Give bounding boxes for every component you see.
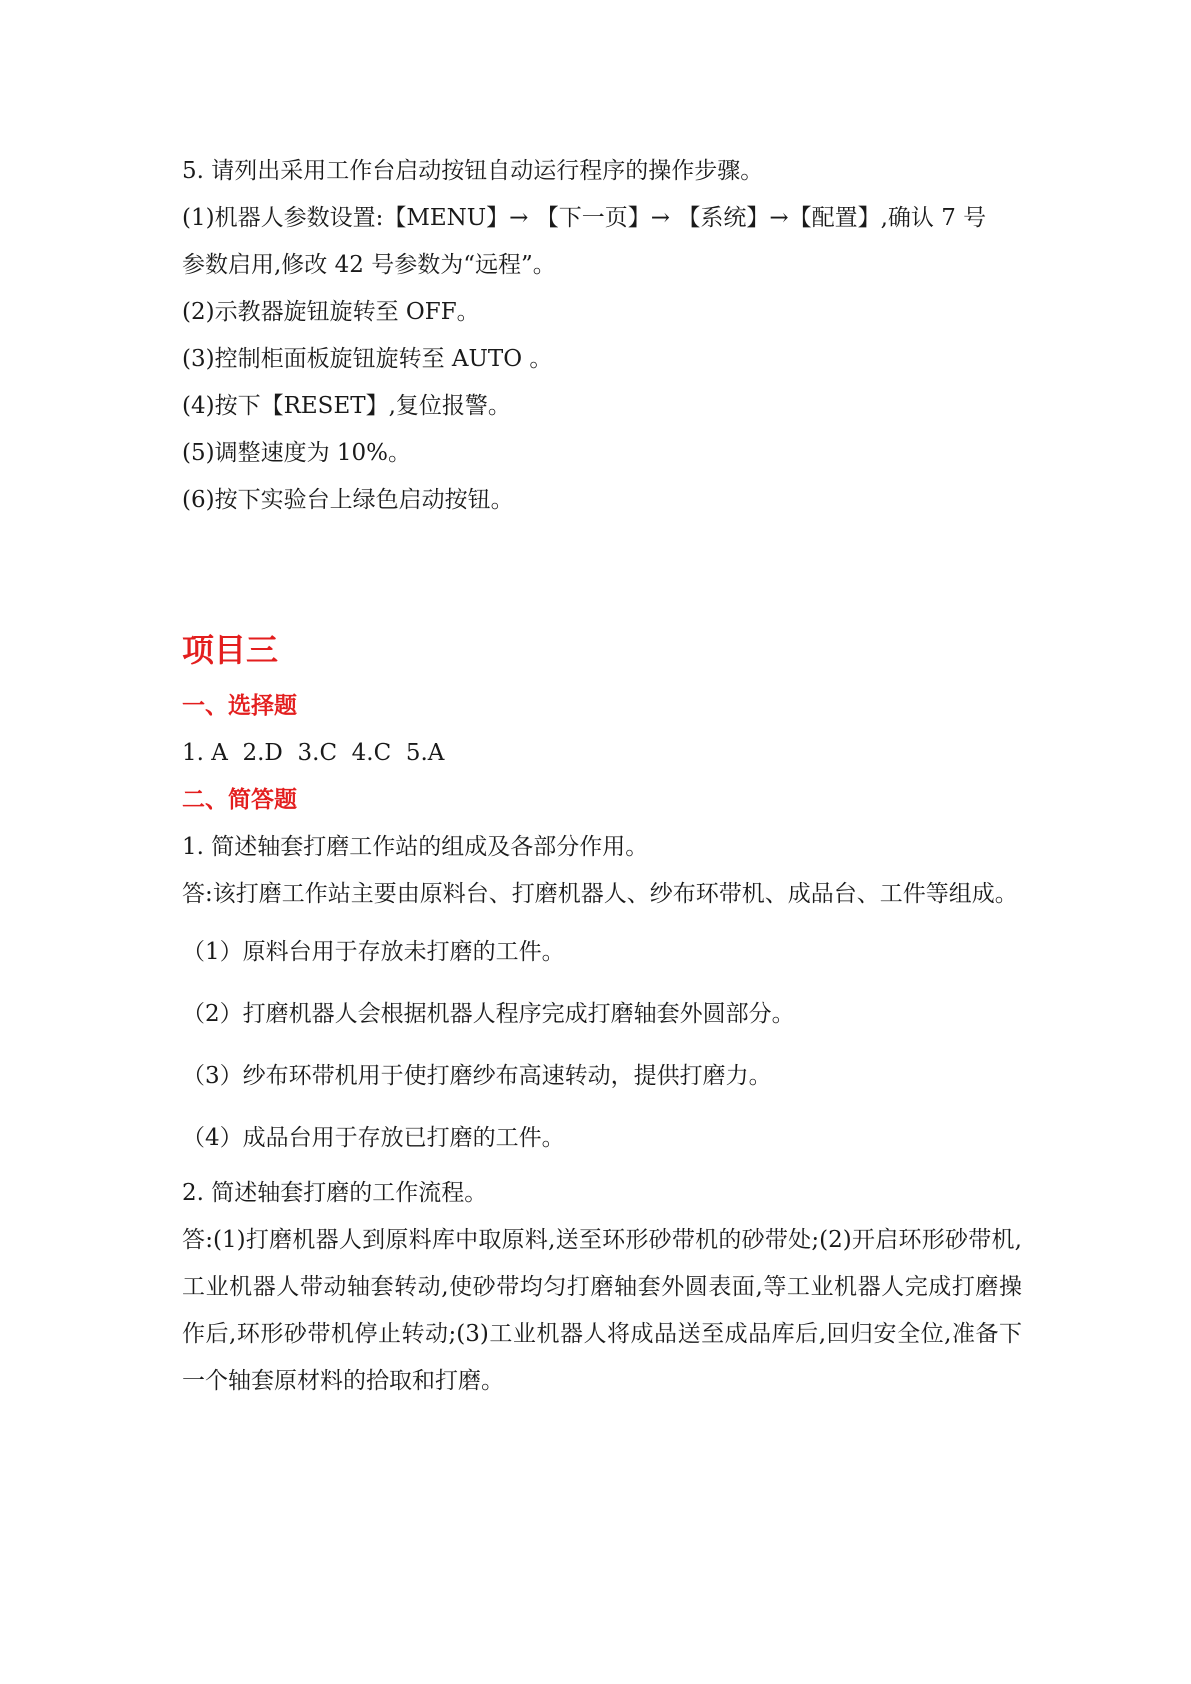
question-5-title: 5. 请列出采用工作台启动按钮自动运行程序的操作步骤。 [182,158,764,184]
short-question-1-item-3: （3）纱布环带机用于使打磨纱布高速转动，提供打磨力。 [182,1063,772,1089]
short-question-1-item-2: （2）打磨机器人会根据机器人程序完成打磨轴套外圆部分。 [182,1001,795,1027]
question-5-step-1-line-1: (1)机器人参数设置:【MENU】→ 【下一页】→ 【系统】→【配置】,确认 7 号 [182,205,987,231]
short-question-1-answer: 答:该打磨工作站主要由原料台、打磨机器人、纱布环带机、成品台、工件等组成。 [182,881,1018,907]
question-5-step-4: (4)按下【RESET】,复位报警。 [182,393,511,419]
question-5-step-5: (5)调整速度为 10%。 [182,440,412,466]
short-question-2-answer: 答:(1)打磨机器人到原料库中取原料,送至环形砂带机的砂带处;(2)开启环形砂带机,工业机器人带动轴套转动,使砂带均匀打磨轴套外圆表面,等工业机器人完成打磨操作后,环形砂带机停止转动;(3)工业机器人将成品送至成品库后,回归安全位,准备下一个轴套原材料的拾取和打磨。 [182,1227,1022,1394]
project-three-content [182,683,1022,1405]
short-question-1-title: 1. 简述轴套打磨工作站的组成及各部分作用。 [182,834,649,860]
choice-questions-heading: 一、选择题 [182,693,297,719]
short-question-1-item-1: （1）原料台用于存放未打磨的工件。 [182,939,565,965]
question-5-block [182,148,1022,524]
project-three-title: 项目三 [182,631,279,669]
question-5-step-3: (3)控制柜面板旋钮旋转至 AUTO 。 [182,346,553,372]
question-5-step-6: (6)按下实验台上绿色启动按钮。 [182,487,514,513]
short-answer-heading: 二、简答题 [182,787,297,813]
question-5-step-2: (2)示教器旋钮旋转至 OFF。 [182,299,480,325]
choice-answers: 1. A 2.D 3.C 4.C 5.A [182,740,445,766]
short-question-1-item-4: （4）成品台用于存放已打磨的工件。 [182,1125,565,1151]
short-question-2-title: 2. 简述轴套打磨的工作流程。 [182,1180,488,1206]
question-5-step-1-line-2: 参数启用,修改 42 号参数为“远程”。 [182,252,556,278]
